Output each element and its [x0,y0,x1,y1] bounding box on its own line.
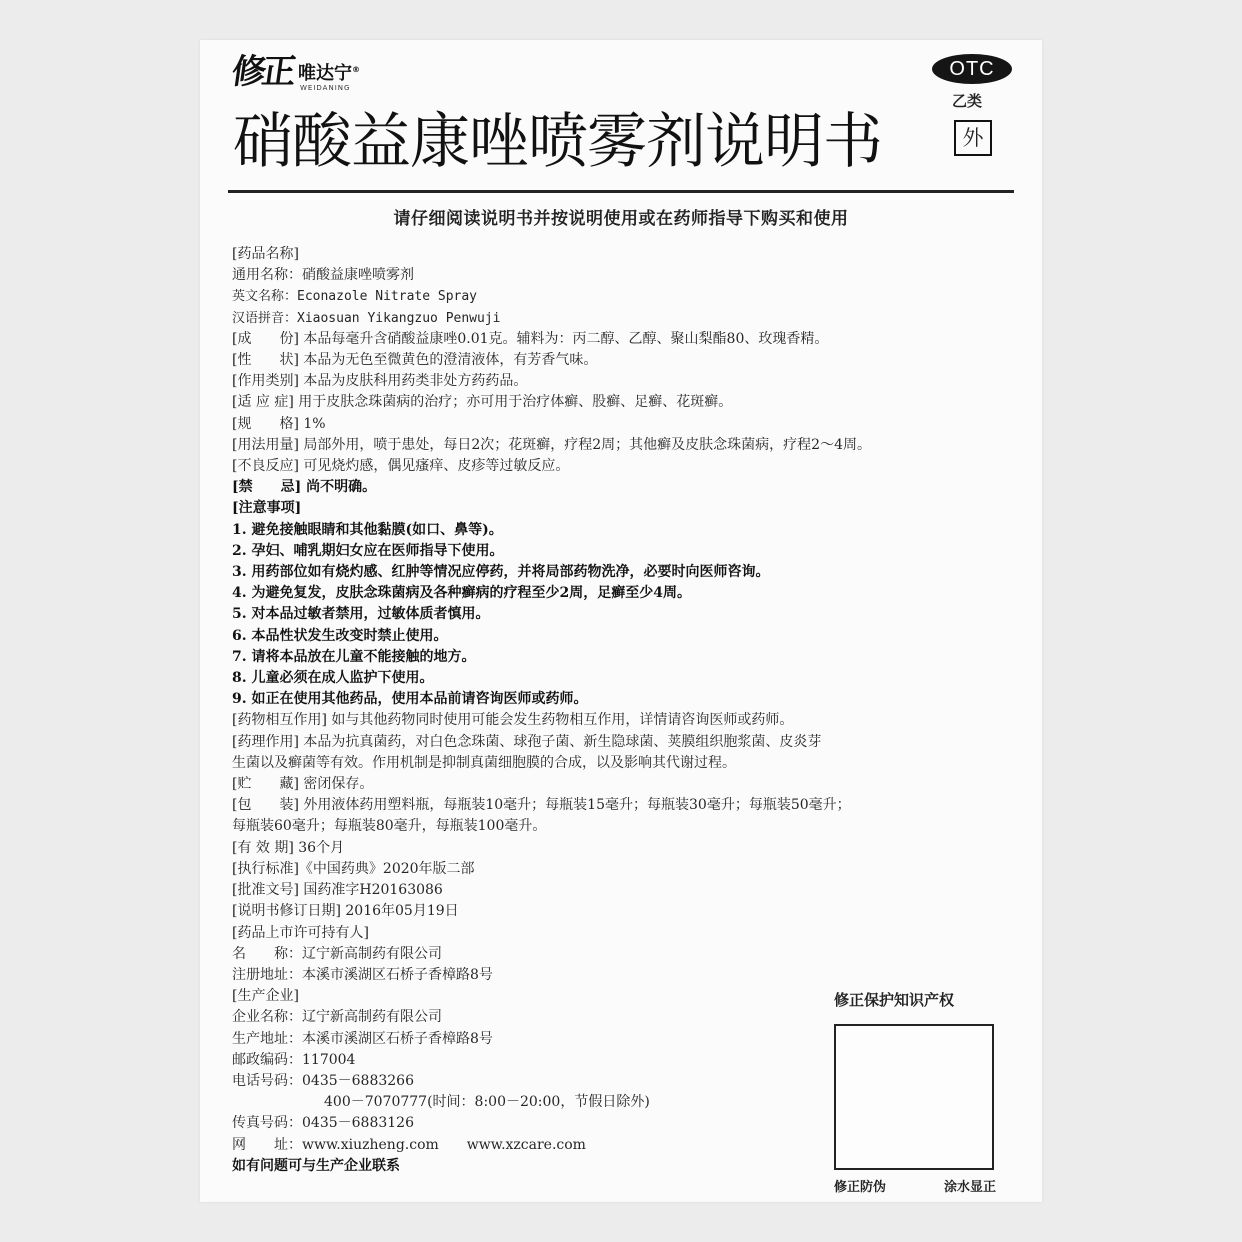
manufacturer-heading: [生产企业] [232,988,299,1005]
revision-date: [说明书修订日期] 2016年05月19日 [232,903,459,920]
precaution-item: 7. 请将本品放在儿童不能接触的地方。 [232,648,476,665]
brand-name: 唯达宁 [298,63,352,84]
anti-counterfeit-box [834,990,996,1195]
phone: 电话号码：0435－6883266 [232,1072,414,1089]
precaution-item: 1. 避免接触眼睛和其他黏膜(如口、鼻等)。 [232,521,503,538]
otc-badge: OTC [932,54,1012,84]
brand-mark: 修正 [229,52,295,92]
document-title: 硝酸益康唑喷雾剂说明书 [233,107,882,177]
fax: 传真号码：0435－6883126 [232,1115,414,1132]
precaution-item: 5. 对本品过敏者禁用，过敏体质者慎用。 [232,606,490,623]
ip-title: 修正保护知识产权 [834,991,955,1009]
precaution-item: 6. 本品性状发生改变时禁止使用。 [232,627,448,644]
instruction-sheet [200,40,1042,1202]
precaution-item: 2. 孕妇、哺乳期妇女应在医师指导下使用。 [232,542,504,559]
storage: [贮 藏] 密闭保存。 [232,776,374,793]
specification: [规 格] 1% [232,415,326,432]
precaution-item: 4. 为避免复发，皮肤念珠菌病及各种癣病的疗程至少2周，足癣至少4周。 [232,585,691,602]
section-heading: [药品名称] [232,246,299,262]
mah-address: 注册地址：本溪市溪湖区石桥子香樟路8号 [232,966,493,983]
otc-class-label: 乙类 [952,92,983,110]
brand-logo [229,52,360,92]
anti-counterfeit-square [834,1024,994,1170]
ip-captions [834,1176,996,1195]
water-reveal-caption: 涂水显正 [943,1180,996,1195]
hotline: 400－7070777(时间：8:00－20:00，节假日除外) [324,1094,650,1111]
standard: [执行标准]《中国药典》2020年版二部 [232,860,475,877]
adverse-reactions: [不良反应] 可见烧灼感，偶见瘙痒、皮疹等过敏反应。 [232,458,570,475]
precaution-item: 8. 儿童必须在成人监护下使用。 [232,670,434,687]
anti-counterfeit-caption: 修正防伪 [834,1180,887,1195]
external-use-badge: 外 [954,120,992,156]
postal-code: 邮政编码：117004 [232,1051,356,1068]
packaging: [包 装] 外用液体药用塑料瓶，每瓶装10毫升；每瓶装15毫升；每瓶装30毫升；每瓶装50毫升； [232,797,851,814]
shelf-life: [有 效 期] 36个月 [232,839,345,856]
mah-heading: [药品上市许可持有人] [232,924,369,941]
pinyin-name: 汉语拼音：Xiaosuan Yikangzuo Penwuji [232,310,501,326]
manufacturer-address: 生产地址：本溪市溪湖区石桥子香樟路8号 [232,1030,493,1047]
contraindications: [禁 忌] 尚不明确。 [232,479,377,496]
appearance: [性 状] 本品为无色至微黄色的澄清液体，有芳香气味。 [232,352,598,369]
precaution-item: 9. 如正在使用其他药品，使用本品前请咨询医师或药师。 [232,691,588,708]
drug-interactions: [药物相互作用] 如与其他药物同时使用可能会发生药物相互作用，详情请咨询医师或药师。 [232,712,794,729]
precaution-item: 3. 用药部位如有烧灼感、红肿等情况应停药，并将局部药物洗净，必要时向医师咨询。 [232,564,770,581]
ingredients: [成 份] 本品每毫升含硝酸益康唑0.01克。辅料为：丙二醇、乙醇、聚山梨酯80、玫瑰香精。 [232,330,829,347]
advisory-line: 请仔细阅读说明书并按说明使用或在药师指导下购买和使用 [393,209,849,229]
website: 网 址：www.xiuzheng.com www.xzcare.com [232,1136,586,1153]
generic-name: 通用名称：硝酸益康唑喷雾剂 [232,267,414,284]
brand-pinyin: WEIDANING [300,84,351,92]
approval-number: [批准文号] 国药准字H20163086 [232,882,443,899]
pharmacology-cont: 生菌以及癣菌等有效。作用机制是抑制真菌细胞膜的合成，以及影响其代谢过程。 [232,754,736,771]
english-name: 英文名称：Econazole Nitrate Spray [232,289,478,305]
brand-text [298,60,360,92]
contact-note: 如有问题可与生产企业联系 [232,1157,400,1174]
mah-name: 名 称：辽宁新高制药有限公司 [232,945,442,962]
dosage: [用法用量] 局部外用，喷于患处，每日2次；花斑癣，疗程2周；其他癣及皮肤念珠菌病，疗程2～4周。 [232,436,872,453]
category: [作用类别] 本品为皮肤科用药类非处方药药品。 [232,373,528,390]
precautions-heading: [注意事项] [232,500,302,517]
packaging-cont: 每瓶装60毫升；每瓶装80毫升，每瓶装100毫升。 [232,818,547,835]
pharmacology: [药理作用] 本品为抗真菌药，对白色念珠菌、球孢子菌、新生隐球菌、荚膜组织胞浆菌、皮炎芽 [232,733,822,750]
title-divider [228,190,1014,193]
manufacturer-name: 企业名称：辽宁新高制药有限公司 [232,1009,442,1026]
indications: [适 应 症] 用于皮肤念珠菌病的治疗；亦可用于治疗体癣、股癣、足癣、花斑癣。 [232,394,733,411]
registered-mark: ® [352,65,360,74]
